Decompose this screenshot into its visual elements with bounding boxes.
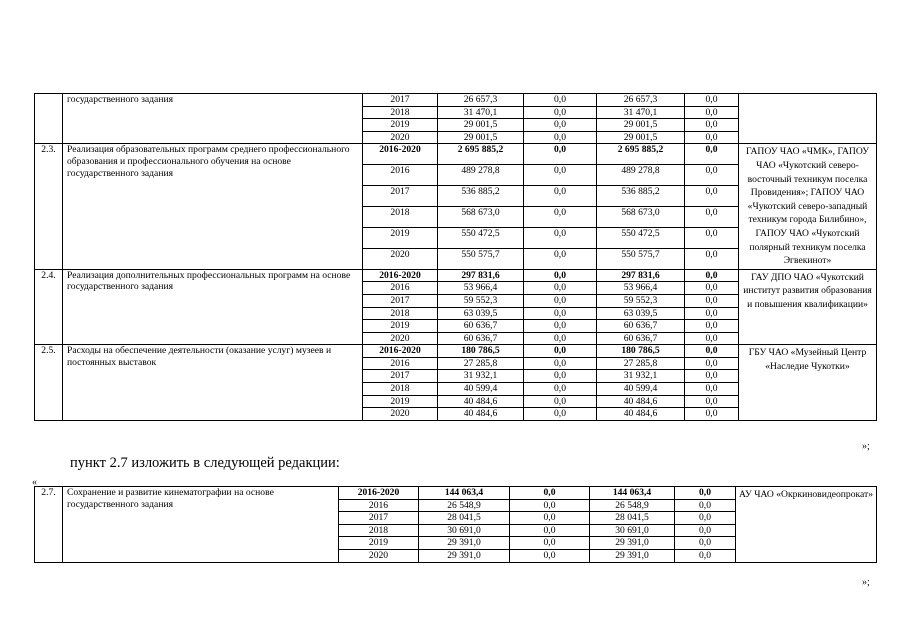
federal-cell: 0,0 [524,332,597,345]
other-cell: 0,0 [685,227,739,248]
other-cell: 0,0 [685,395,739,408]
regional-cell: 26 548,9 [590,499,675,512]
total-cell: 28 041,5 [419,512,510,525]
other-cell: 0,0 [685,106,739,119]
total-cell: 31 470,1 [438,106,524,119]
total-cell: 40 599,4 [438,383,524,396]
closing-quote: »; [862,441,870,452]
federal-cell: 0,0 [524,227,597,248]
federal-cell: 0,0 [524,131,597,144]
closing-quote: »; [862,577,870,588]
total-cell: 2 695 885,2 [438,144,524,165]
federal-cell: 0,0 [524,119,597,132]
federal-cell: 0,0 [524,269,597,282]
period-cell: 2016 [363,357,438,370]
regional-cell: 28 041,5 [590,512,675,525]
regional-cell: 27 285,8 [597,357,685,370]
regional-cell: 40 484,6 [597,408,685,421]
total-cell: 60 636,7 [438,332,524,345]
federal-cell: 0,0 [510,537,590,550]
period-cell: 2017 [363,370,438,383]
federal-cell: 0,0 [524,345,597,358]
other-cell: 0,0 [685,307,739,320]
total-cell: 60 636,7 [438,320,524,333]
other-cell: 0,0 [675,524,736,537]
federal-cell: 0,0 [524,395,597,408]
total-cell: 30 691,0 [419,524,510,537]
period-cell: 2018 [363,106,438,119]
other-cell: 0,0 [685,345,739,358]
other-cell: 0,0 [675,499,736,512]
regional-cell: 26 657,3 [597,94,685,107]
total-cell: 26 548,9 [419,499,510,512]
executor-org [739,94,877,144]
regional-cell: 40 484,6 [597,395,685,408]
regional-cell: 2 695 885,2 [597,144,685,165]
table-row [35,269,877,282]
federal-cell: 0,0 [524,357,597,370]
federal-cell: 0,0 [524,144,597,165]
other-cell: 0,0 [685,131,739,144]
executor-org: ГАУ ДПО ЧАО «Чукотский институт развития образования и повышения квалификации» [739,269,877,345]
total-cell: 40 484,6 [438,395,524,408]
regional-cell: 63 039,5 [597,307,685,320]
federal-cell: 0,0 [524,307,597,320]
federal-cell: 0,0 [510,487,590,500]
federal-cell: 0,0 [524,282,597,295]
federal-cell: 0,0 [524,248,597,269]
regional-cell: 180 786,5 [597,345,685,358]
federal-cell: 0,0 [524,207,597,228]
period-cell: 2020 [339,549,419,562]
regional-cell: 550 575,7 [597,248,685,269]
other-cell: 0,0 [675,487,736,500]
total-cell: 29 391,0 [419,537,510,550]
total-cell: 144 063,4 [419,487,510,500]
regional-cell: 29 001,5 [597,119,685,132]
other-cell: 0,0 [685,332,739,345]
federal-cell: 0,0 [524,94,597,107]
other-cell: 0,0 [675,512,736,525]
other-cell: 0,0 [685,119,739,132]
period-cell: 2020 [363,332,438,345]
federal-cell: 0,0 [510,499,590,512]
regional-cell: 60 636,7 [597,320,685,333]
other-cell: 0,0 [685,408,739,421]
table-row [35,487,877,500]
total-cell: 40 484,6 [438,408,524,421]
other-cell: 0,0 [675,537,736,550]
period-cell: 2018 [339,524,419,537]
other-cell: 0,0 [685,294,739,307]
period-cell: 2016-2020 [339,487,419,500]
regional-cell: 31 470,1 [597,106,685,119]
opening-quote: « [32,477,37,488]
regional-cell: 29 391,0 [590,549,675,562]
period-cell: 2016 [363,165,438,186]
period-cell: 2019 [363,320,438,333]
federal-cell: 0,0 [524,408,597,421]
regional-cell: 30 691,0 [590,524,675,537]
total-cell: 536 885,2 [438,186,524,207]
total-cell: 29 001,5 [438,131,524,144]
regional-cell: 536 885,2 [597,186,685,207]
total-cell: 59 552,3 [438,294,524,307]
period-cell: 2016 [363,282,438,295]
other-cell: 0,0 [685,320,739,333]
item-number: 2.5. [35,345,63,421]
regional-cell: 53 966,4 [597,282,685,295]
period-cell: 2017 [363,186,438,207]
executor-org: ГАПОУ ЧАО «ЧМК», ГАПОУ ЧАО «Чукотский северо-восточный техникум поселка Провидения»; ГАПОУ ЧАО «Чукотский северо-западный техникум города Билибино», ГАПОУ ЧАО «Чукотский полярный техникум поселка Эгвекинот» [739,144,877,269]
regional-cell: 489 278,8 [597,165,685,186]
period-cell: 2016-2020 [363,269,438,282]
total-cell: 568 673,0 [438,207,524,228]
other-cell: 0,0 [685,282,739,295]
period-cell: 2017 [363,94,438,107]
item-number [35,94,63,144]
federal-cell: 0,0 [524,320,597,333]
total-cell: 26 657,3 [438,94,524,107]
program-table [34,93,877,421]
other-cell: 0,0 [685,383,739,396]
section-heading: пункт 2.7 изложить в следующей редакции: [70,455,340,471]
regional-cell: 40 599,4 [597,383,685,396]
regional-cell: 144 063,4 [590,487,675,500]
item-number: 2.4. [35,269,63,345]
other-cell: 0,0 [685,357,739,370]
total-cell: 550 575,7 [438,248,524,269]
item-number: 2.7. [35,487,63,563]
regional-cell: 568 673,0 [597,207,685,228]
period-cell: 2020 [363,248,438,269]
item-number: 2.3. [35,144,63,269]
period-cell: 2017 [363,294,438,307]
table-row [35,345,877,358]
regional-cell: 31 932,1 [597,370,685,383]
regional-cell: 550 472,5 [597,227,685,248]
total-cell: 27 285,8 [438,357,524,370]
table-row [35,144,877,165]
period-cell: 2016 [339,499,419,512]
other-cell: 0,0 [685,144,739,165]
regional-cell: 29 391,0 [590,537,675,550]
federal-cell: 0,0 [510,524,590,537]
total-cell: 180 786,5 [438,345,524,358]
federal-cell: 0,0 [524,370,597,383]
item-description: государственного задания [63,94,363,144]
period-cell: 2019 [363,395,438,408]
other-cell: 0,0 [675,549,736,562]
federal-cell: 0,0 [524,294,597,307]
other-cell: 0,0 [685,186,739,207]
period-cell: 2018 [363,207,438,228]
regional-cell: 297 831,6 [597,269,685,282]
period-cell: 2020 [363,408,438,421]
total-cell: 53 966,4 [438,282,524,295]
total-cell: 550 472,5 [438,227,524,248]
item-description: Сохранение и развитие кинематографии на основе государственного задания [63,487,339,563]
other-cell: 0,0 [685,248,739,269]
total-cell: 489 278,8 [438,165,524,186]
period-cell: 2020 [363,131,438,144]
total-cell: 29 391,0 [419,549,510,562]
period-cell: 2017 [339,512,419,525]
item-description: Реализация дополнительных профессиональных программ на основе государственного задания [63,269,363,345]
program-table-2-7 [34,486,877,563]
total-cell: 297 831,6 [438,269,524,282]
federal-cell: 0,0 [524,165,597,186]
other-cell: 0,0 [685,269,739,282]
regional-cell: 60 636,7 [597,332,685,345]
period-cell: 2016-2020 [363,345,438,358]
executor-org: ГБУ ЧАО «Музейный Центр «Наследие Чукотки» [739,345,877,421]
total-cell: 63 039,5 [438,307,524,320]
period-cell: 2018 [363,307,438,320]
period-cell: 2016-2020 [363,144,438,165]
item-description: Расходы на обеспечение деятельности (оказание услуг) музеев и постоянных выставок [63,345,363,421]
total-cell: 29 001,5 [438,119,524,132]
federal-cell: 0,0 [524,186,597,207]
item-description: Реализация образовательных программ среднего профессионального образования и профессионального обучения на основе государственного задания [63,144,363,269]
table-row [35,94,877,107]
regional-cell: 59 552,3 [597,294,685,307]
period-cell: 2019 [363,119,438,132]
executor-org: АУ ЧАО «Окркиновидеопрокат» [736,487,877,563]
period-cell: 2018 [363,383,438,396]
period-cell: 2019 [339,537,419,550]
other-cell: 0,0 [685,207,739,228]
other-cell: 0,0 [685,94,739,107]
federal-cell: 0,0 [510,512,590,525]
federal-cell: 0,0 [524,383,597,396]
other-cell: 0,0 [685,370,739,383]
federal-cell: 0,0 [524,106,597,119]
regional-cell: 29 001,5 [597,131,685,144]
total-cell: 31 932,1 [438,370,524,383]
other-cell: 0,0 [685,165,739,186]
period-cell: 2019 [363,227,438,248]
federal-cell: 0,0 [510,549,590,562]
